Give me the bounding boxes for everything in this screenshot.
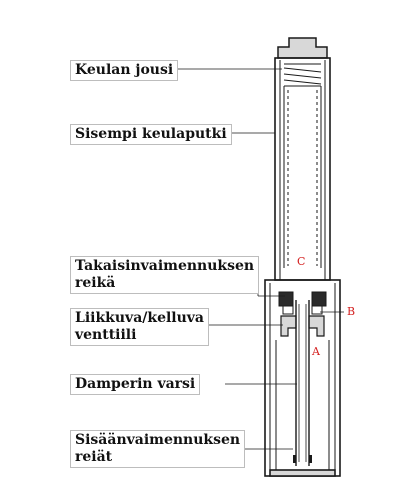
label-compression-line-2: reiät <box>75 449 113 465</box>
label-rebound-damping-hole <box>70 256 259 294</box>
label-compression-holes <box>70 430 245 468</box>
marker-a: A <box>312 345 320 358</box>
label-damper-rod <box>70 374 200 395</box>
label-fork-spring-text: Keulan jousi <box>75 62 174 78</box>
label-rebound-line-2: reikä <box>75 275 116 291</box>
inner-fork-tube <box>275 58 330 280</box>
label-inner-fork-tube-text: Sisempi keulaputki <box>75 126 227 142</box>
label-valve-line-1: Liikkuva/kelluva <box>75 310 205 326</box>
label-compression-line-1: Sisäänvaimennuksen <box>75 432 241 448</box>
label-fork-spring <box>70 60 178 81</box>
fork-spring <box>284 64 321 268</box>
label-damper-rod-text: Damperin varsi <box>75 376 196 392</box>
label-rebound-line-1: Takaisinvaimennuksen <box>75 258 255 274</box>
label-valve-line-2: venttiili <box>75 327 137 343</box>
label-inner-fork-tube <box>70 124 232 145</box>
rebound-damping-holes <box>279 292 326 314</box>
top-cap <box>278 38 327 58</box>
compression-damping-holes <box>293 455 312 463</box>
label-floating-valve <box>70 308 209 346</box>
floating-valve <box>281 316 324 336</box>
marker-b: B <box>347 305 356 318</box>
marker-c: C <box>297 255 306 268</box>
